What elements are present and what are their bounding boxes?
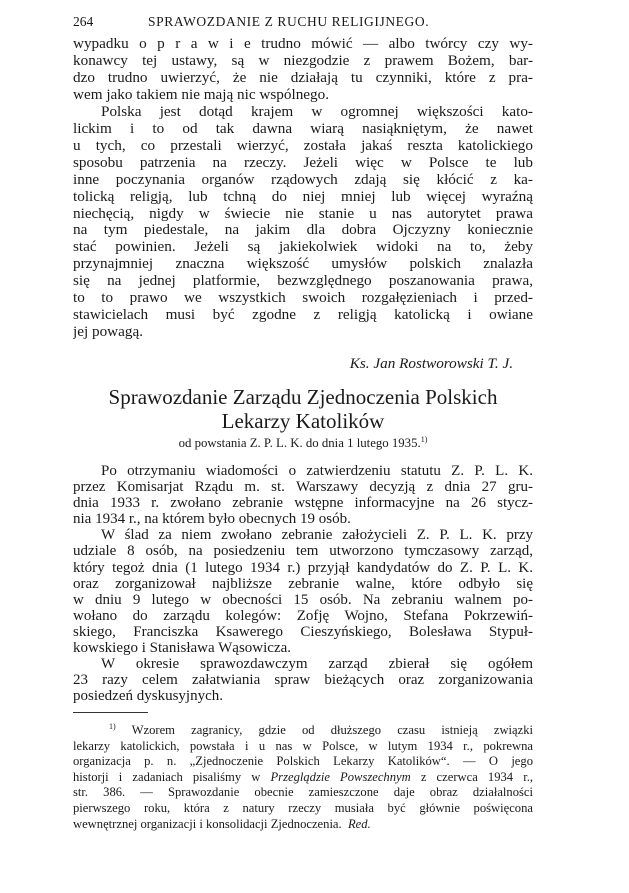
text-line: 23 razy celem załatwiania spraw bieżących oraz zorganizowania <box>73 672 533 689</box>
text-line: inne poczynania organów rządowych zdają się kłócić z ka- <box>73 171 533 188</box>
footnote-text: historji i zadaniach pisaliśmy w <box>73 769 261 784</box>
text-line: skiego, Franciszka Ksawerego Cieszyńskiego, Bolesława Stypuł- <box>73 623 533 640</box>
text-line: kowskiego i Stanisława Wąsowicza. <box>73 640 292 657</box>
text-line: udziale 8 osób, na posiedzeniu tem utworzono tymczasowy zarząd, <box>73 543 533 560</box>
article-subtitle <box>73 435 533 451</box>
running-header <box>73 14 533 32</box>
text-line: jej powagą. <box>73 324 144 341</box>
running-title: SPRAWOZDANIE Z RUCHU RELIGIJNEGO. <box>148 14 430 29</box>
text-line: wypadku o p r a w i e trudno mówić — albo twórcy czy wy- <box>73 36 533 52</box>
text-line: W ślad za niem zwołano zebranie założycieli Z. P. L. K. przy <box>101 527 533 544</box>
author-signature: Ks. Jan Rostworowski T. J. <box>349 355 513 372</box>
text-line: lickim i to od tak dawna wiarą nasiąkniętym, że nawet <box>73 120 533 137</box>
text-line: wem jako takiem nie mają nic wspólnego. <box>73 86 330 103</box>
text-line: stawicielach musi być zgodne z religją katolicką i owiane <box>73 307 533 324</box>
footnote-text: z czerwca 1934 r., <box>420 769 533 784</box>
text-line: oraz zorganizował najbliższe zebranie walne, które odbyło się <box>73 575 533 592</box>
text-line: posiedzeń dyskusyjnych. <box>73 688 223 705</box>
text-line: się na jednej platformie, bezwzględnego poszanowania prawa, <box>73 273 533 290</box>
footnote-line <box>73 817 533 833</box>
page-number: 264 <box>73 14 94 29</box>
text-line: u tych, co przestali wierzyć, została jakaś reszta katolickiego <box>73 137 533 154</box>
footnote-text: wewnętrznej organizacji i konsolidacji Zjednoczenia. <box>73 816 342 831</box>
subtitle-text: od powstania Z. P. L. K. do dnia 1 lutego 1935. <box>178 436 421 450</box>
footnote-text: Wzorem zagranicy, gdzie od dłuższego czasu istnieją związki <box>131 723 533 737</box>
text-line: Polska jest dotąd krajem w ogromnej większości kato- <box>101 103 533 120</box>
text-line: przynajmniej znaczna większość umysłów polskich znalazła <box>73 256 533 273</box>
footnote-reference[interactable]: 1) <box>420 435 428 444</box>
footnote-line: organizacja p. n. „Zjednoczenie Polskich Lekarzy Katolików“. — O jego <box>73 754 533 769</box>
text-line: sposobu patrzenia na rzeczy. Jeżeli więc w Polsce te lub <box>73 154 533 171</box>
footnote <box>73 719 533 832</box>
footnote-mark: 1) <box>109 722 116 731</box>
text-line: w dniu 9 lutego w obecności 15 osób. Na zebraniu walnem po- <box>73 591 533 608</box>
footnote-line: lekarzy katolickich, powstała i u nas w Polsce, w lutym 1934 r., pokrewna <box>73 738 533 753</box>
text-line: przez Komisarjat Rządu m. st. Warszawy decyzją z dnia 27 gru- <box>73 479 533 496</box>
footnote-divider <box>73 712 148 713</box>
text-line: W okresie sprawozdawczym zarząd zbierał się ogółem <box>101 656 533 673</box>
article-body-report <box>73 463 533 704</box>
article-body-rostworowski <box>73 36 533 341</box>
text-line: nia 1934 r., na którem było obecnych 19 osób. <box>73 511 351 528</box>
text-line: wołano do zarządu kolegów: Zofję Wojno, Stefana Pokrzewiń- <box>73 607 533 624</box>
footnote-line <box>73 719 533 739</box>
journal-title: Przeglądzie Powszechnym <box>270 769 411 784</box>
text-line: dnia 1933 r. zwołano zebranie wstępne informacyjne na 26 stycz- <box>73 495 533 512</box>
footnote-line: str. 386. — Sprawozdanie obecnie zamieszczone daje obraz działalności <box>73 785 533 800</box>
title-line-2: Lekarzy Katolików <box>221 408 385 433</box>
text-line: Po otrzymaniu wiadomości o zatwierdzeniu statutu Z. P. L. K. <box>101 463 533 479</box>
footnote-line <box>73 770 533 786</box>
text-line: konawcy tej ustawy, są w niezgodzie z prawem Bożem, bar- <box>73 52 533 69</box>
text-line: niechęcią, nigdy w świecie nie stanie u nas autorytet prawa <box>73 205 533 222</box>
text-line: dzo trudno uwierzyć, że nie działają tu czynniki, które z pra- <box>73 69 533 86</box>
text-line: tolicką religją, lub tchną do niej mniej lub więcej wyraźną <box>73 188 533 205</box>
text-line: to to prawo we wszystkich swoich rozgałęzieniach i przed- <box>73 290 533 307</box>
editorial-signature: Red. <box>347 816 371 831</box>
title-line-1: Sprawozdanie Zarządu Zjednoczenia Polskich <box>108 385 498 409</box>
article-title <box>73 386 533 433</box>
footnote-line: pierwszego roku, która z natury rzeczy musiała być głównie poświęcona <box>73 800 533 815</box>
text-line: stać powinien. Jeżeli są jakiekolwiek widoki na to, żeby <box>73 239 533 256</box>
text-line: na tym piedestale, na jakim dla dobra Ojczyzny koniecznie <box>73 222 533 239</box>
text-line: który tegoż dnia (1 lutego 1934 r.) przyjął kandydatów do Z. P. L. K. <box>73 559 533 576</box>
